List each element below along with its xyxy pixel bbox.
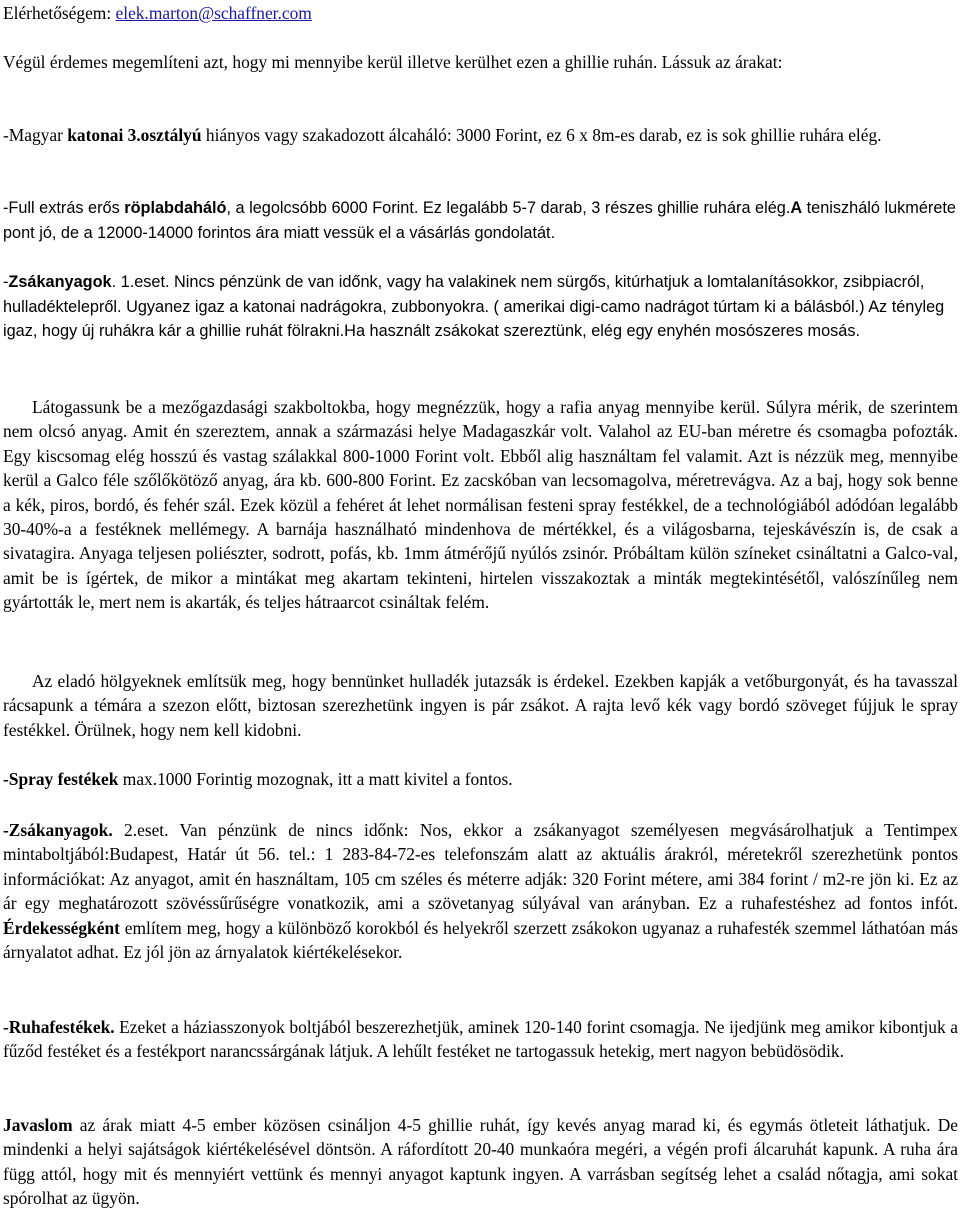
zsak1-text-1: - (3, 273, 9, 291)
zsak2-text-2: említem meg, hogy a különböző korokból és helyekről szerzett zsákokon ugyanaz a ruhafesték szemmel láthatóan más árnyalatot adhat. Ez jól jön az árnyalatok kiértékelésekor. (3, 917, 958, 963)
rafia-paragraph (3, 395, 958, 615)
zsak2-bold-2: Érdekességként (3, 917, 120, 938)
javaslom-text-1: az árak miatt 4-5 ember közösen csináljon 4-5 ghillie ruhát, így kevés anyag marad ki, és egymás ötleteit láthatjuk. De mindenki a helyi sajátságok kiértékelésével döntsön. A ráfordított 20-40 munkaóra megéri, a végén profi álcaruhát kapunk. A ruha ára függ attól, hogy mit és mennyiért vettünk és mennyi anyagot kaptunk ingyen. A varrásban segítség lehet a család nőtagja, ami sokat spórolhat az ügyön. (3, 1115, 958, 1209)
magyar-paragraph (3, 123, 958, 147)
elado-paragraph (3, 669, 958, 742)
zsak1-text-2: . 1.eset. Nincs pénzünk de van időnk, vagy ha valakinek nem sürgős, kitúrhatjuk a lomtalanításokkor, zsibpiacról, hulladéktelepről. Ugyanez igaz a katonai nadrágokra, zubbonyokra. ( amerikai digi-camo nadrágot túrtam ki a bálásból.) Az tényleg igaz, hogy új ruhákra kár a ghillie ruhát fölrakni.Ha használt zsákokat szereztünk, elég egy enyhén mosószeres mosás. (3, 273, 945, 341)
magyar-text-1: -Magyar (3, 125, 68, 145)
contact-label: Elérhetőségem: (3, 3, 116, 23)
zsak2-bold-1: -Zsákanyagok. (3, 820, 113, 840)
elado-text: Az eladó hölgyeknek említsük meg, hogy bennünket hulladék jutazsák is érdekel. Ezekben kapják a vetőburgonyát, és ha tavasszal rácsapunk a témára a szezon előtt, biztosan szerezhetünk ingyen is pár zsákot. A rajta levő kék vagy bordó szöveget fújjuk le spray festékkel. Örülnek, hogy nem kell kidobni. (3, 671, 958, 740)
zsak2-paragraph (3, 818, 958, 964)
contact-line (3, 1, 958, 25)
intro-paragraph (3, 50, 958, 74)
ruha-bold-1: -Ruhafestékek. (3, 1017, 115, 1037)
spray-paragraph (3, 767, 958, 791)
javaslom-paragraph (3, 1113, 958, 1211)
email-link[interactable]: elek.marton@schaffner.com (115, 3, 312, 23)
ruha-text-1: Ezeket a háziasszonyok boltjából beszerezhetjük, aminek 120-140 forint csomagja. Ne ijedjünk meg amikor kibontjuk a fűződ festéket és a festékport narancssárgának látjuk. A lehűlt festéket ne tartogassuk hetekig, mert nagyon bebüdösödik. (3, 1017, 958, 1062)
zsak2-text-1: 2.eset. Van pénzünk de nincs időnk: Nos, ekkor a zsákanyagot személyesen megvásárolhatjuk a Tentimpex mintaboltjából:Budapest, Határ út 56. tel.: 1 283-84-72-es telefonszám alatt az aktuális árakról, méretekről szerezhetünk pontos információkat: Az anyagot, amit én használtam, 105 cm széles és méterre adják: 320 Forint métere, ami 384 forint / m2-re jön ki. Ez az ár egy meghatározott szövéssűrűségre vonatkozik, ami a szövetanyag súlyával van arányban. Ez a ruhafestéshez ad fontos infót. (3, 820, 958, 914)
full-text-1: -Full extrás erős (3, 199, 125, 217)
spray-text-1: max.1000 Forintig mozognak, itt a matt kivitel a fontos. (118, 769, 513, 789)
magyar-bold-1: katonai 3.osztályú (67, 125, 202, 145)
intro-text: Végül érdemes megemlíteni azt, hogy mi mennyibe kerül illetve kerülhet ezen a ghillie ruhán. Lássuk az árakat: (3, 52, 783, 72)
javaslom-bold-1: Javaslom (3, 1115, 73, 1135)
full-text-2: , a legolcsóbb 6000 Forint. Ez legalább 5-7 darab, 3 részes ghillie ruhára elég. (226, 199, 791, 217)
full-text-3: teniszháló lukmérete pont jó, de a 12000-14000 forintos ára miatt vessük el a vásárlás gondolatát. (3, 199, 956, 242)
ruha-paragraph (3, 1015, 958, 1064)
zsak1-paragraph (3, 270, 958, 344)
full-bold-1: röplabdaháló (124, 199, 227, 217)
full-paragraph (3, 196, 958, 245)
zsak1-bold-1: Zsákanyagok (8, 273, 112, 291)
rafia-text: Látogassunk be a mezőgazdasági szakboltokba, hogy megnézzük, hogy a rafia anyag mennyibe kerül. Súlyra mérik, de szerintem nem olcsó anyag. Amit én szereztem, annak a származási helye Madagaszkár volt. Valahol az EU-ban méretre és csomagba pofozták. Egy kiscsomag elég hosszú és vastag szálakkal 800-1000 Forint volt. Ebből alig használtam fel valamit. Azt is nézzük meg, mennyibe kerül a Galco féle szőlőkötöző anyag, ára kb. 600-800 Forint. Ez zacskóban van lecsomagolva, méretrevágva. Az a baj, hogy sok benne a kék, piros, bordó, és fehér szál. Ezek közül a fehéret át lehet normálisan festeni spray festékkel, de a technológiából adódóan legalább 30-40%-a a festéknek mellémegy. A barnája használható mindenhova de mértékkel, és a világosbarna, tejeskávészín is, de csak a sivatagira. Anyaga teljesen poliészter, sodrott, pofás, kb. 1mm átmérőjű nyúlós zsinór. Próbáltam külön színeket csináltatni a Galco-val, amit be is ígértek, de mikor a mintákat meg akartam tekinteni, hirtelen visszakoztak a minták megtekintésétől, valószínűleg nem gyártották le, mert nem is akarták, és teljes hátraarcot csináltak felém. (3, 397, 958, 613)
magyar-text-2: hiányos vagy szakadozott álcaháló: 3000 Forint, ez 6 x 8m-es darab, ez is sok ghillie ruhára elég. (201, 125, 882, 145)
spray-bold-1: -Spray festékek (3, 769, 119, 789)
full-bold-2: A (790, 199, 803, 217)
